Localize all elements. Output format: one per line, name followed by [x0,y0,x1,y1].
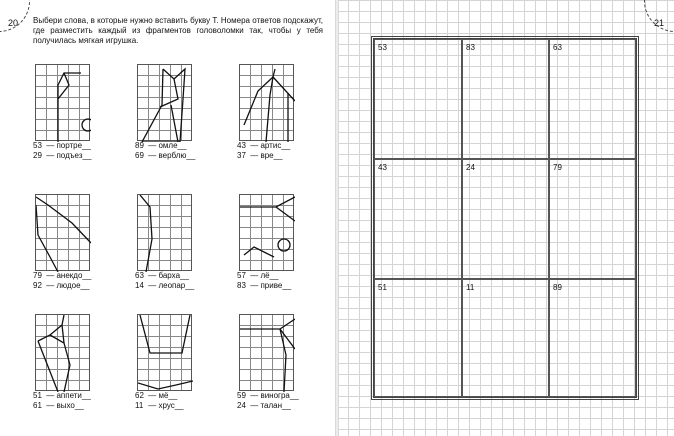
fragment-drawing [138,65,193,142]
puzzle-grid [137,194,192,271]
puzzle-grid [35,194,90,271]
cell-number: 43 [378,163,387,172]
word-option: 24 — талан__ [237,401,291,410]
cell-number: 63 [553,43,562,52]
answer-cell[interactable] [462,159,549,279]
answer-cell[interactable] [374,279,462,397]
word-option: 79 — анекдо__ [33,271,92,280]
instructions-text: Выбери слова, в которые нужно вставить букву Т. Номера ответов подскажут, где разместить каждый из фрагментов головоломки так, чтобы у тебя получилась мягкая игрушка. [33,16,323,45]
word-option: 63 — барха__ [135,271,189,280]
word-option: 59 — виногра__ [237,391,299,400]
page-number-right: 21 [653,18,664,28]
puzzle-fragment-4 [35,194,90,291]
word-option: 53 — портре__ [33,141,91,150]
answer-grid-frame [371,36,639,400]
fragment-drawing [138,315,193,392]
fragment-drawing [240,195,295,272]
puzzle-fragment-8 [137,314,192,411]
answer-cell[interactable] [374,39,462,159]
puzzle-fragment-3 [239,64,294,161]
word-option: 29 — подъез__ [33,151,92,160]
fragment-drawing [240,65,295,142]
book-spine [335,0,339,436]
cell-number: 89 [553,283,562,292]
puzzle-grid [239,64,294,141]
cell-number: 53 [378,43,387,52]
fragment-drawing [36,195,91,272]
fragment-drawing [36,65,91,142]
answer-cell[interactable] [549,39,636,159]
word-option: 83 — приве__ [237,281,292,290]
cell-number: 83 [466,43,475,52]
puzzle-fragment-9 [237,314,299,411]
word-option: 57 — лё__ [237,271,279,280]
puzzle-fragment-6 [239,194,294,291]
word-option: 14 — леопар__ [135,281,195,290]
puzzle-grid [35,314,90,391]
answer-cell[interactable] [549,279,636,397]
word-option: 51 — аппети__ [33,391,91,400]
fragment-drawing [36,315,91,392]
answer-cell[interactable] [462,39,549,159]
cell-number: 51 [378,283,387,292]
word-option: 43 — артис__ [237,141,291,150]
word-option: 89 — омле__ [135,141,187,150]
word-option: 69 — верблю__ [135,151,196,160]
cell-number: 24 [466,163,475,172]
cell-number: 11 [466,283,475,292]
answer-cell[interactable] [462,279,549,397]
puzzle-fragment-1 [35,64,90,161]
puzzle-fragment-7 [35,314,90,411]
puzzle-grid [137,64,192,141]
puzzle-grid [137,314,192,391]
puzzle-fragment-2 [135,64,196,161]
page-number-left: 20 [8,18,19,28]
word-option: 92 — людое__ [33,281,90,290]
puzzle-grid [239,314,294,391]
answer-cell[interactable] [549,159,636,279]
word-option: 37 — вре__ [237,151,283,160]
fragment-drawing [240,315,295,392]
puzzle-grid [239,194,294,271]
word-option: 61 — выхо__ [33,401,84,410]
puzzle-fragment-5 [135,194,195,291]
answer-cell[interactable] [374,159,462,279]
word-option: 11 — хрус__ [135,401,184,410]
fragment-drawing [138,195,193,272]
cell-number: 79 [553,163,562,172]
puzzle-grid [35,64,90,141]
word-option: 62 — мё__ [135,391,178,400]
